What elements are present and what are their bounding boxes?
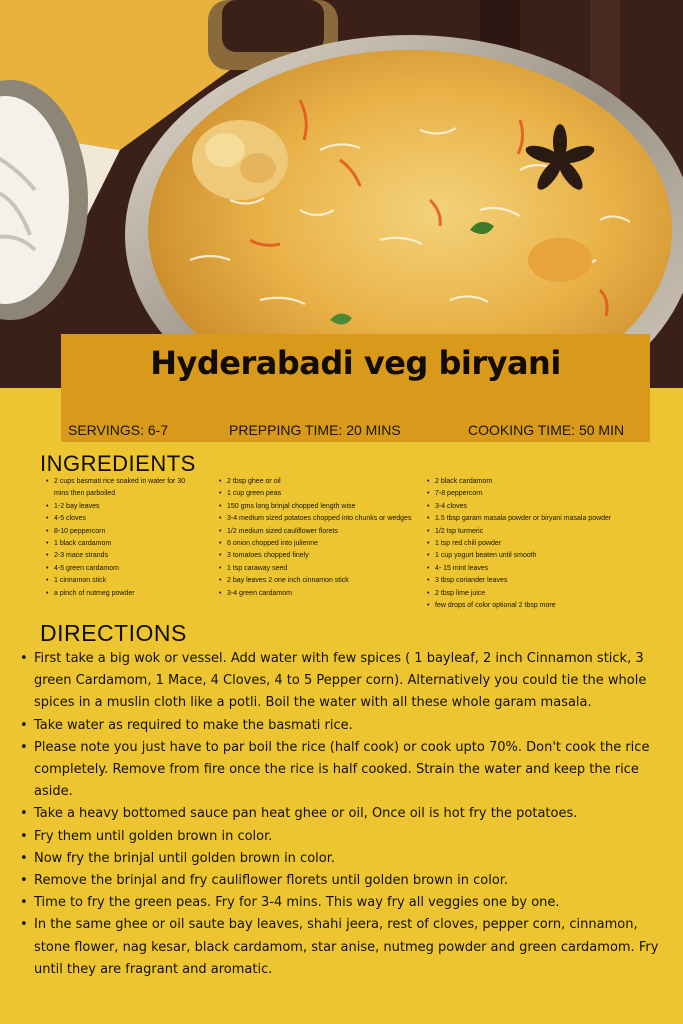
ingredient-item: • 1-2 bay leaves [46,501,216,513]
ingredient-item: • 2 black cardamom [427,476,677,488]
ingredient-item: • 2-3 mace strands [46,550,216,562]
ingredient-item: • 1 cinnamon stick [46,575,216,587]
ingredient-item: • 1 black cardamom [46,538,216,550]
ingredient-item-continued: mins then parboiled [54,490,116,498]
ingredient-item: • 8-10 peppercorn [46,526,216,538]
ingredient-item: • 4-5 green cardamom [46,563,216,575]
direction-step: • Please note you just have to par boil the rice (half cook) or cook upto 70%. Don't cook the rice completely. Remove from fire once the rice is half cooked. Strain the water and keep the rice aside. [18,737,666,804]
ingredient-item: • 1/2 medium sized cauliflower florets [219,526,429,538]
ingredient-item: • 1.5 tbsp garam masala powder or biryani masala powder [427,513,677,525]
ingredient-item: • 2 bay leaves 2 one inch cinnamon stick [219,575,429,587]
ingredient-item: • 7-8 peppercorn [427,488,677,500]
recipe-title: Hyderabadi veg biryani [150,344,561,382]
ingredient-item: • a pinch of nutmeg powder [46,588,216,600]
direction-step: • Take a heavy bottomed sauce pan heat ghee or oil, Once oil is hot fry the potatoes. [18,803,666,825]
title-banner [61,334,650,442]
directions-heading: DIRECTIONS [40,620,187,646]
ingredient-item: • 2 tbsp lime juice [427,588,677,600]
ingredient-item: • 2 cups basmati rice soaked in water for 30 [46,476,216,488]
ingredient-item: • 3-4 medium sized potatoes chopped into chunks or wedges [219,513,429,525]
ingredient-item: • 6 onion chopped into julienne [219,538,429,550]
directions-list [18,648,666,981]
ingredient-item: • 150 gms long brinjal chopped length wise [219,501,429,513]
ingredient-item: • few drops of color optional 2 tbsp more [427,600,677,612]
direction-step: • Time to fry the green peas. Fry for 3-4 mins. This way fry all veggies one by one. [18,892,666,914]
biryani-photo-art [0,0,683,388]
direction-step: • Now fry the brinjal until golden brown in color. [18,848,666,870]
ingredient-item: • 2 tbsp ghee or oil [219,476,429,488]
ingredients-column-3 [427,476,677,612]
ingredient-item: • 4-5 cloves [46,513,216,525]
ingredient-item: • 3-4 cloves [427,501,677,513]
ingredients-column-1 [46,476,216,600]
servings-label: SERVINGS: 6-7 [68,422,169,438]
ingredient-item: • 1/2 tsp turmeric [427,526,677,538]
ingredient-item: • 3 tomatoes chopped finely [219,550,429,562]
ingredient-item: • 1 cup green peas [219,488,429,500]
ingredients-heading: INGREDIENTS [40,451,196,476]
ingredients-column-2 [219,476,429,600]
ingredient-item: • 1 tsp caraway seed [219,563,429,575]
ingredient-item: • 3-4 green cardamom [219,588,429,600]
ingredient-item: • 1 cup yogurt beaten until smooth [427,550,677,562]
biryani-photo [0,0,683,388]
direction-step: • Fry them until golden brown in color. [18,826,666,848]
ingredient-item: • 4- 15 mint leaves [427,563,677,575]
direction-step: • In the same ghee or oil saute bay leaves, shahi jeera, rest of cloves, pepper corn, cinnamon, stone flower, nag kesar, black cardamom, star anise, nutmeg powder and green cardamom. Fry until they are fragrant and aromatic. [18,914,666,981]
ingredient-item: • 3 tbsp coriander leaves [427,575,677,587]
direction-step: • First take a big wok or vessel. Add water with few spices ( 1 bayleaf, 2 inch Cinnamon stick, 3 green Cardamom, 1 Mace, 4 Cloves, 4 to 5 Pepper corn). Alternatively you could tie the whole spices in a muslin cloth like a potli. Boil the water with all these whole garam masala. [18,648,666,715]
ingredient-item: • 1 tsp red chili powder [427,538,677,550]
prep-time-label: PREPPING TIME: 20 MINS [229,422,401,438]
direction-step: • Remove the brinjal and fry cauliflower florets until golden brown in color. [18,870,666,892]
cooking-time-label: COOKING TIME: 50 MIN [468,422,625,438]
direction-step: • Take water as required to make the basmati rice. [18,715,666,737]
